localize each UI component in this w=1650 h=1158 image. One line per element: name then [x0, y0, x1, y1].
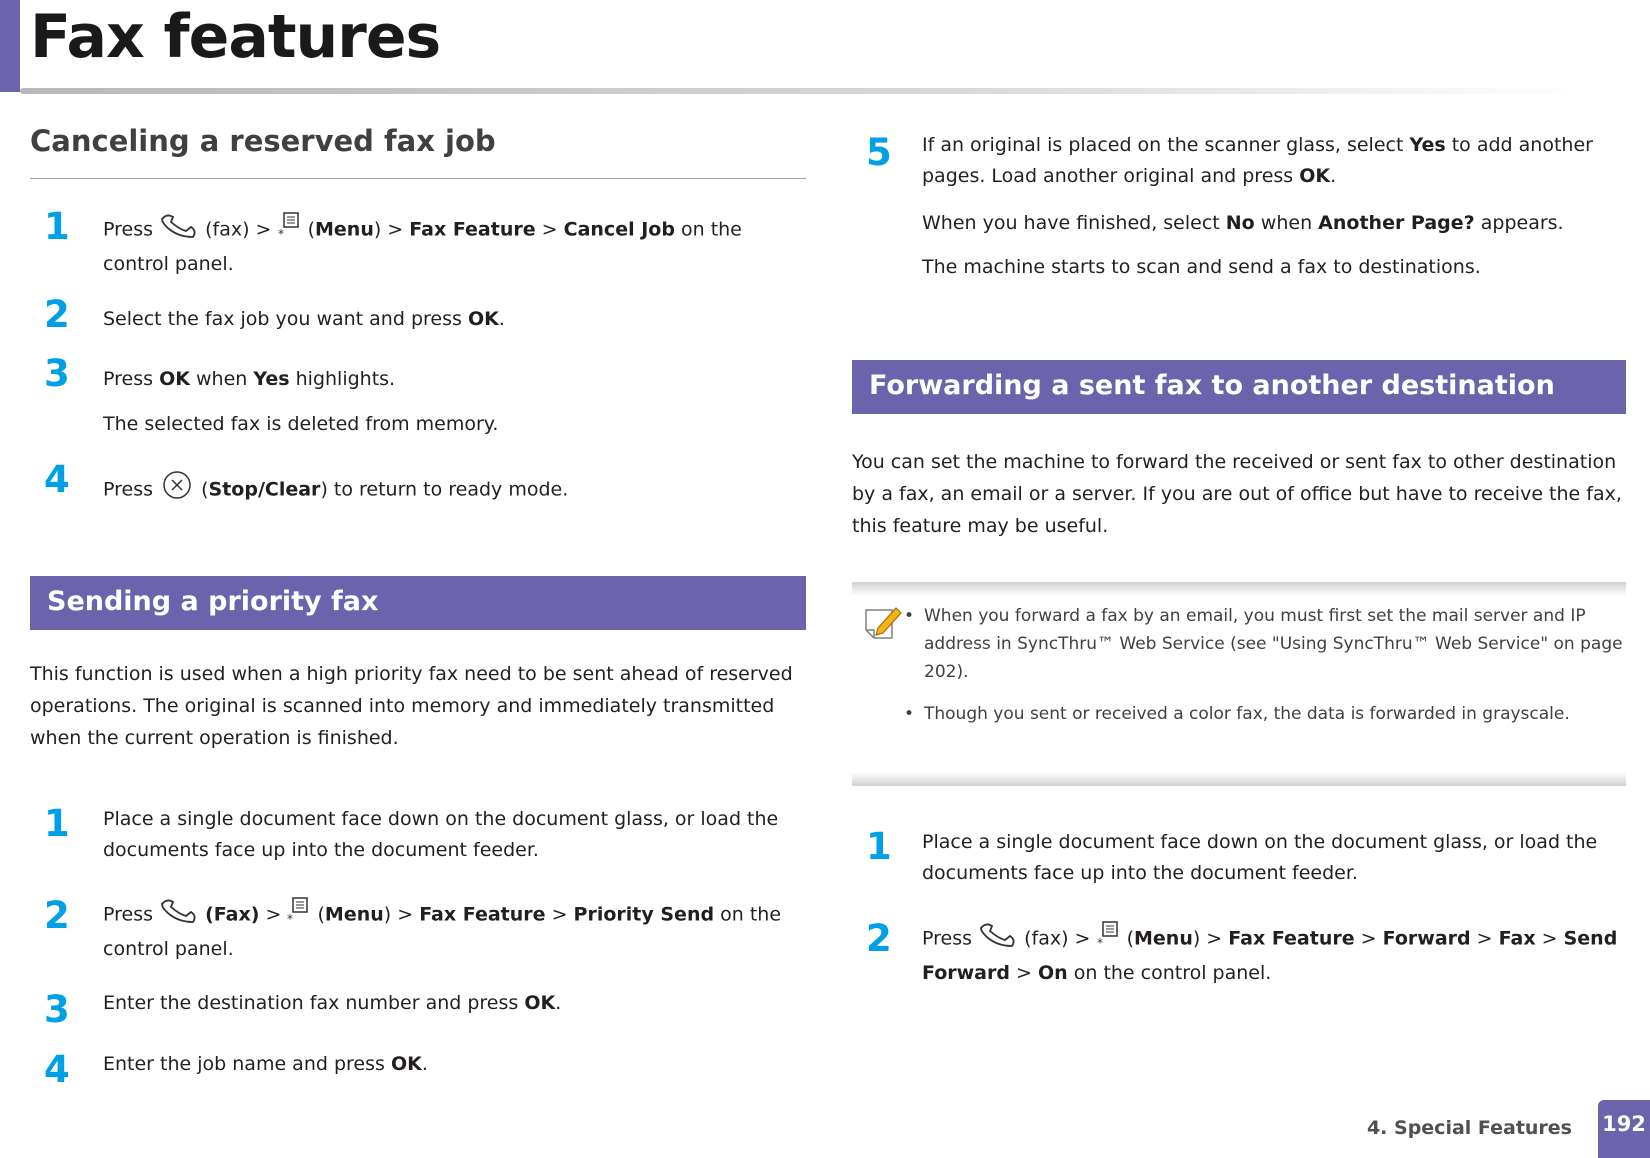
step-number: 2: [866, 917, 892, 960]
priority-step-3: Enter the destination fax number and press OK.: [103, 992, 562, 1014]
fax-icon: [159, 896, 199, 934]
step-number: 5: [866, 131, 892, 174]
cancel-heading-rule: [30, 178, 806, 179]
menu-icon: [1097, 920, 1121, 958]
svg-text:*: *: [277, 227, 284, 239]
note-top-rule: [852, 582, 1626, 596]
step-5: If an original is placed on the scanner glass, select Yes to add another pages. Load another original and press OK.: [922, 134, 1593, 187]
priority-intro: This function is used when a high priority fax need to be sent ahead of reserved operations. The original is scanned into memory and immediately transmitted when the current operation is finished.: [30, 663, 793, 749]
stop-clear-icon: [159, 470, 195, 510]
step-5-note-2: The machine starts to scan and send a fax to destinations.: [922, 256, 1481, 278]
fax-icon: [978, 920, 1018, 958]
step-number: 3: [44, 988, 70, 1031]
svg-text:*: *: [287, 912, 294, 924]
title-divider: [20, 88, 1590, 94]
step-number: 1: [866, 825, 892, 868]
cancel-step-2: Select the fax job you want and press OK.: [103, 308, 505, 330]
note-item-2: • Though you sent or received a color fax, the data is forwarded in grayscale.: [904, 704, 1570, 724]
page-title: Fax features: [30, 2, 441, 72]
forward-step-2: Press (fax) > * (Menu) > Fax Feature > Forward > Fax > Send Forward > On on the control panel.: [922, 920, 1622, 989]
menu-icon: [287, 896, 311, 934]
step-number: 3: [44, 352, 70, 395]
cancel-step-3-note: The selected fax is deleted from memory.: [103, 413, 499, 435]
footer-section-label: 4. Special Features: [1366, 1117, 1572, 1139]
note-pencil-icon: [862, 602, 906, 650]
header-accent-bar: [0, 0, 20, 92]
step-number: 4: [44, 458, 70, 501]
menu-icon: [278, 211, 302, 249]
note-bottom-rule: [852, 772, 1626, 786]
priority-step-1: Place a single document face down on the document glass, or load the documents face up into the document feeder.: [103, 808, 779, 861]
step-number: 2: [44, 894, 70, 937]
step-number: 1: [44, 802, 70, 845]
step-number: 2: [44, 293, 70, 336]
cancel-step-1: Press (fax) > * (Menu) > Fax Feature > Cancel Job on the control panel.: [103, 211, 805, 280]
fax-icon: [159, 211, 199, 249]
forward-section-band: Forwarding a sent fax to another destination: [852, 360, 1626, 414]
cancel-step-3: Press OK when Yes highlights.: [103, 368, 396, 390]
cancel-step-4: Press (Stop/Clear) to return to ready mode.: [103, 470, 568, 510]
cancel-heading: Canceling a reserved fax job: [30, 124, 496, 158]
priority-step-2: Press (Fax) > * (Menu) > Fax Feature > Priority Send on the control panel.: [103, 896, 805, 965]
priority-step-4: Enter the job name and press OK.: [103, 1053, 428, 1075]
step-5-note-1: When you have finished, select No when Another Page? appears.: [922, 212, 1564, 234]
step-number: 1: [44, 205, 70, 248]
priority-section-band: Sending a priority fax: [30, 576, 806, 630]
page-number: 192: [1598, 1100, 1650, 1158]
note-box: [852, 582, 1626, 786]
forward-step-1: Place a single document face down on the document glass, or load the documents face up into the document feeder.: [922, 831, 1598, 884]
note-item-1: • When you forward a fax by an email, you must first set the mail server and IP address in SyncThru™ Web Service (see "Using SyncThru™ Web Service" on page 202).: [904, 606, 1623, 682]
forward-intro: You can set the machine to forward the received or sent fax to other destination by a fax, an email or a server. If you are out of office but have to receive the fax, this feature may be useful.: [852, 451, 1622, 537]
svg-text:*: *: [1096, 936, 1103, 948]
step-number: 4: [44, 1048, 70, 1091]
